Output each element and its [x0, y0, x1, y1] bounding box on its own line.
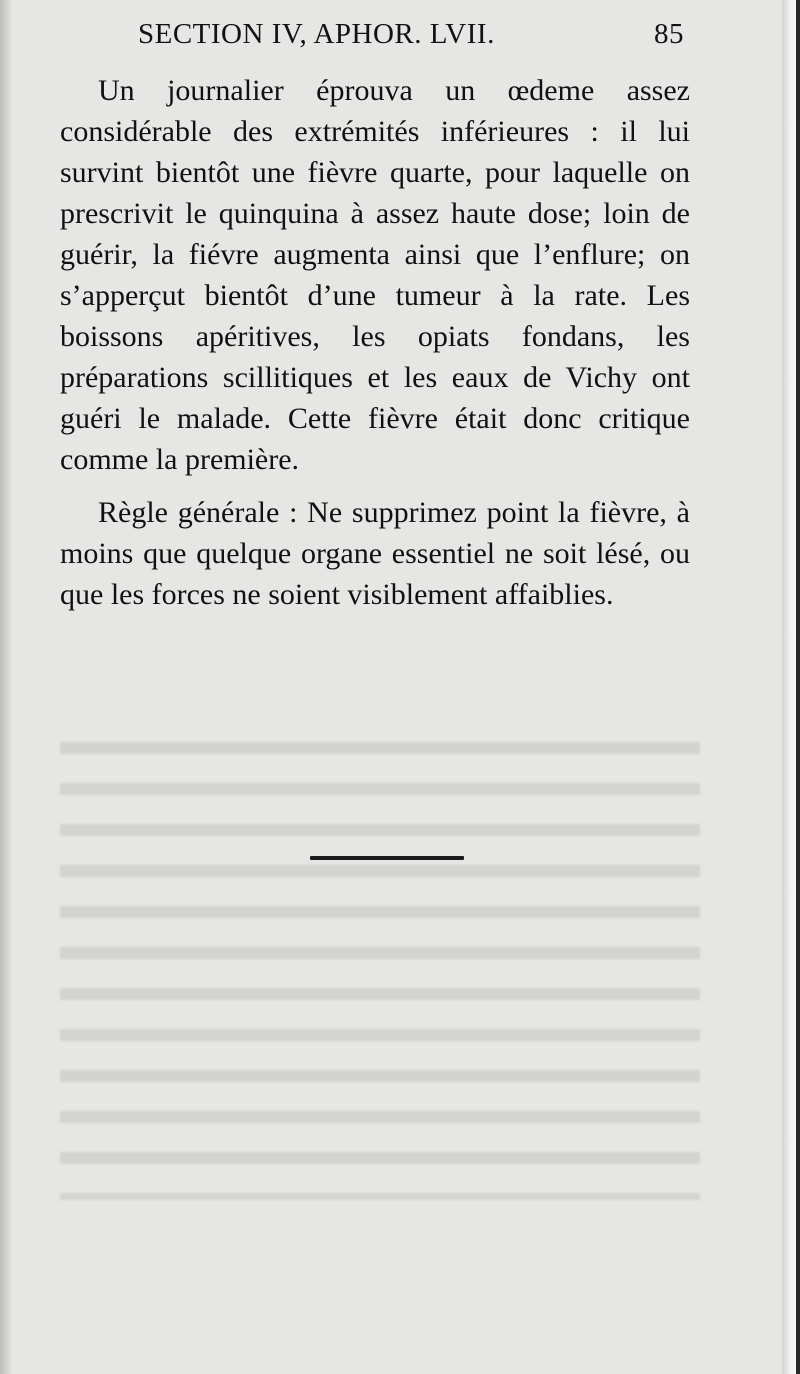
section-end-rule — [310, 856, 464, 860]
page-gutter-shadow — [0, 0, 12, 1374]
body-text — [60, 70, 690, 627]
show-through-text — [60, 720, 700, 1200]
page-edge — [782, 0, 796, 1374]
paragraph-case-report: Un journalier éprouva un œdeme assez considérable des extrémités inférieures : il lui survint bientôt une fièvre quarte, pour laquelle on prescrivit le quinquina à assez haute dose; loin de guérir, la fiévre augmenta ainsi que l’enflure; on s’apperçut bientôt d’une tumeur à la rate. Les boissons apéritives, les opiats fondans, les préparations scillitiques et les eaux de Vichy ont guéri le malade. Cette fièvre était donc critique comme la première. — [60, 74, 690, 476]
page-header — [60, 18, 690, 58]
running-head: SECTION IV, APHOR. LVII. — [138, 18, 495, 50]
paragraph-general-rule: Règle générale : Ne supprimez point la fièvre, à moins que quelque organe essentiel ne soit lésé, ou que les forces ne soient visiblement affaiblies. — [60, 496, 690, 611]
page-number: 85 — [654, 18, 684, 50]
